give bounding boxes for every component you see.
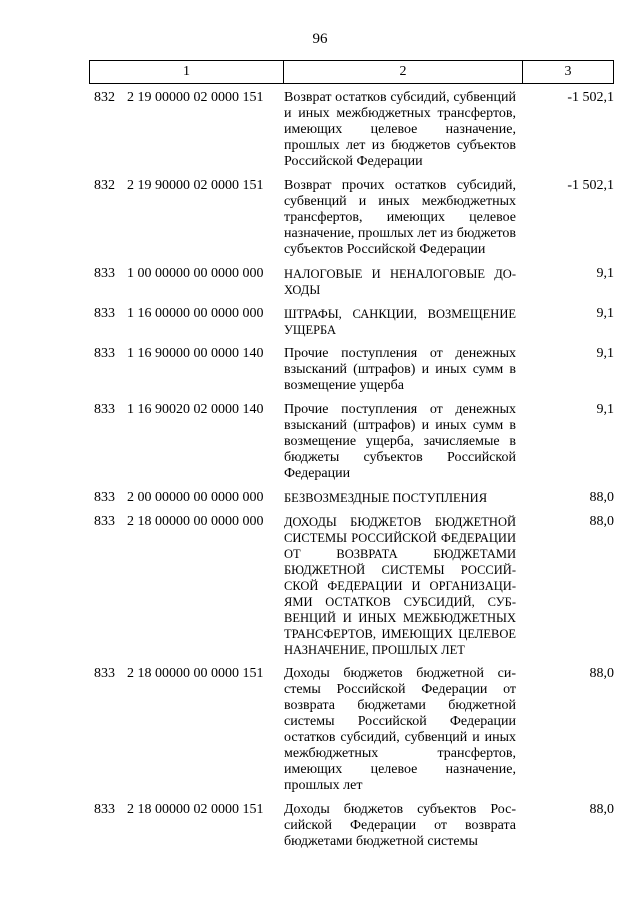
table-row [94,90,614,170]
amount: 9,1 [596,346,614,361]
budget-classification-code: 1 16 90020 02 0000 140 [127,402,264,417]
amount: 9,1 [596,306,614,321]
amount: 88,0 [589,802,614,817]
income-name: Возврат остатков субсидий, субвенций и иных межбюджетных трансфертов, имеющих целевое назначение, прошлых лет из бюджетов субъектов Российской Федерации [284,90,516,169]
table-row [94,346,614,394]
header-col-1: 1 [90,61,284,83]
admin-code: 832 [94,90,115,105]
budget-classification-code: 1 00 00000 00 0000 000 [127,266,264,281]
header-col-2: 2 [284,61,523,83]
amount: 88,0 [589,490,614,505]
budget-classification-code: 2 19 90000 02 0000 151 [127,178,264,193]
table-body [94,90,614,858]
admin-code: 833 [94,402,115,417]
income-name: Возврат прочих остатков субсидий, субвенций и иных межбюджетных трансфертов, имеющих целевое назначение, прошлых лет из бюджетов субъектов Российской Федерации [284,178,516,257]
table-row [94,178,614,258]
admin-code: 832 [94,178,115,193]
amount: -1 502,1 [567,178,614,193]
income-name: Прочие поступления от денежных взысканий (штрафов) и иных сумм в возмещение ущерба, зачисляемые в бюджеты субъектов Российской Федерации [284,402,516,481]
amount: -1 502,1 [567,90,614,105]
admin-code: 833 [94,514,115,529]
admin-code: 833 [94,666,115,681]
header-col-3: 3 [564,64,572,79]
page-number: 96 [312,31,328,47]
budget-classification-code: 1 16 00000 00 0000 000 [127,306,264,321]
amount: 9,1 [596,402,614,417]
income-name: Прочие поступления от денежных взысканий (штрафов) и иных сумм в возмещение ущерба [284,346,516,393]
income-name: ДОХОДЫ БЮДЖЕТОВ БЮДЖЕТНОЙ СИСТЕМЫ РОССИЙСКОЙ ФЕДЕРАЦИИ ОТ ВОЗВРАТА БЮДЖЕТАМИ БЮДЖЕТНОЙ СИСТЕМЫ РОССИЙСКОЙ ФЕДЕРАЦИИ И ОРГАНИЗАЦИЯМИ ОСТАТКОВ СУБСИДИЙ, СУБВЕНЦИЙ И ИНЫХ МЕЖБЮДЖЕТНЫХ ТРАНСФЕРТОВ, ИМЕЮЩИХ ЦЕЛЕВОЕ НАЗНАЧЕНИЕ, ПРОШЛЫХ ЛЕТ [284,515,516,657]
budget-classification-code: 2 19 00000 02 0000 151 [127,90,264,105]
admin-code: 833 [94,490,115,505]
table-row [94,490,614,506]
table-row [94,402,614,482]
income-name: НАЛОГОВЫЕ И НЕНАЛОГОВЫЕ ДОХОДЫ [284,267,516,297]
table-row [94,666,614,794]
budget-classification-code: 2 00 00000 00 0000 000 [127,490,264,505]
table-row [94,802,614,850]
budget-classification-code: 2 18 00000 02 0000 151 [127,802,264,817]
income-name: Доходы бюджетов бюджетной системы Российской Федерации от возврата бюджетами бюджетной системы Российской Федерации остатков субсидий, субвенций и иных межбюджетных трансфертов, имеющих целевое назначение, прошлых лет [284,666,516,793]
table-header [89,60,614,84]
admin-code: 833 [94,266,115,281]
amount: 88,0 [589,514,614,529]
budget-classification-code: 1 16 90000 00 0000 140 [127,346,264,361]
admin-code: 833 [94,306,115,321]
table-row [94,306,614,338]
admin-code: 833 [94,346,115,361]
income-name: БЕЗВОЗМЕЗДНЫЕ ПОСТУПЛЕНИЯ [284,491,488,505]
admin-code: 833 [94,802,115,817]
income-name: ШТРАФЫ, САНКЦИИ, ВОЗМЕЩЕНИЕ УЩЕРБА [284,307,516,337]
amount: 88,0 [589,666,614,681]
budget-classification-code: 2 18 00000 00 0000 151 [127,666,264,681]
income-name: Доходы бюджетов субъектов Российской Федерации от возврата бюджетами бюджетной системы [284,802,516,849]
table-row [94,514,614,658]
table-row [94,266,614,298]
amount: 9,1 [596,266,614,281]
budget-classification-code: 2 18 00000 00 0000 000 [127,514,264,529]
